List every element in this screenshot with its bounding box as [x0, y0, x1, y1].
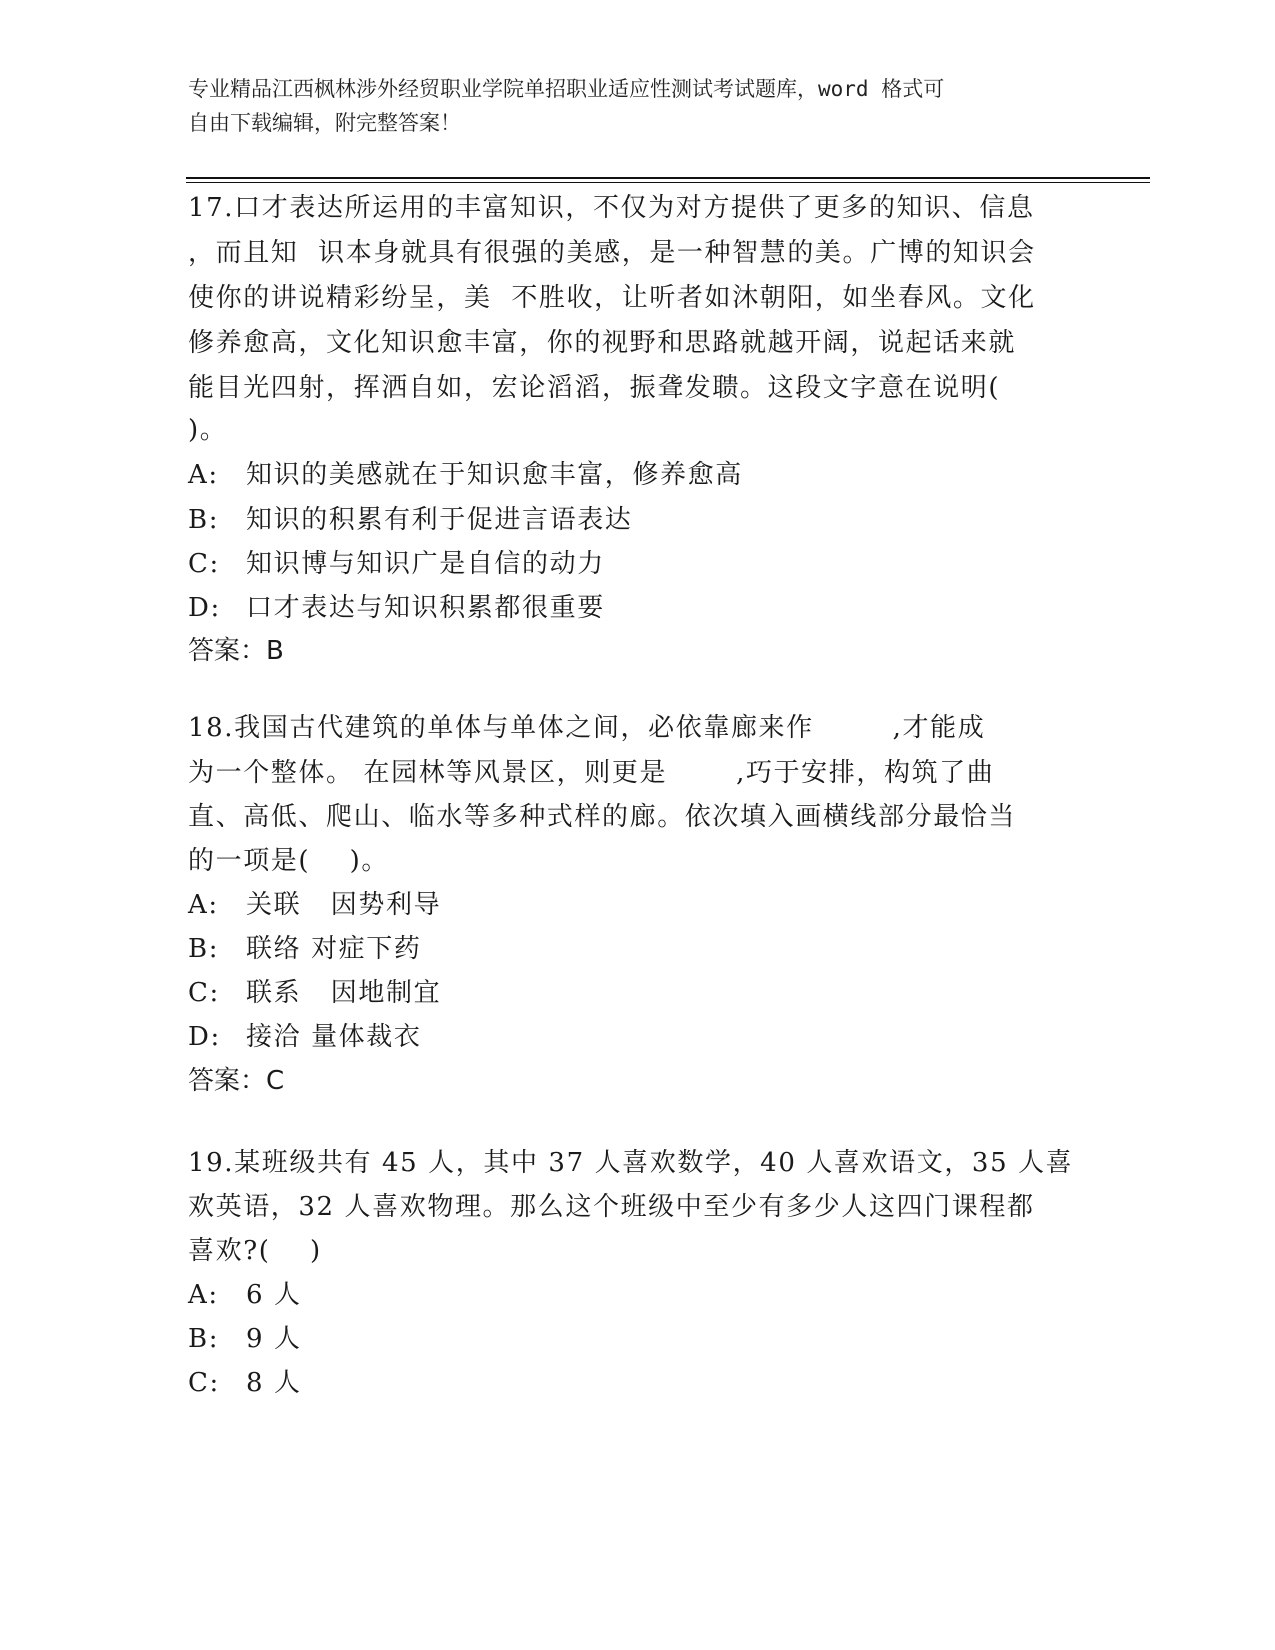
option-a — [188, 453, 743, 498]
question-text-line: 使你的讲说精彩纷呈，美 不胜收，让听者如沐朝阳，如坐春风。文化 — [188, 283, 1036, 313]
option-b — [188, 927, 421, 972]
option-d — [188, 1015, 421, 1060]
option-label: A: — [188, 460, 219, 490]
page-header — [188, 72, 1068, 140]
option-label: B: — [188, 1324, 220, 1354]
question-text-line: 17.口才表达所运用的丰富知识，不仅为对方提供了更多的知识、信息 — [188, 193, 1035, 223]
option-label: C: — [188, 549, 220, 579]
option-text: 8 人 — [246, 1368, 302, 1398]
option-a — [188, 883, 441, 928]
header-divider — [186, 182, 1150, 183]
question-text-line: 为一个整体。 在园林等风景区，则更是 ,巧于安排，构筑了曲 — [188, 758, 995, 788]
question-text-line: 18.我国古代建筑的单体与单体之间，必依靠廊来作 ,才能成 — [188, 713, 986, 743]
header-divider — [186, 177, 1150, 179]
option-text: 9 人 — [246, 1324, 302, 1354]
option-text: 联系 因地制宜 — [246, 978, 442, 1008]
question-text-line: 修养愈高，文化知识愈丰富，你的视野和思路就越开阔，说起话来就 — [188, 328, 1017, 358]
header-line: 专业精品江西枫林涉外经贸职业学院单招职业适应性测试考试题库，word 格式可 — [188, 77, 945, 101]
option-label: A: — [188, 890, 219, 920]
option-d — [188, 586, 605, 631]
option-label: D: — [188, 593, 221, 623]
option-text: 知识的美感就在于知识愈丰富，修养愈高 — [246, 460, 743, 490]
answer-label: 答案：B — [188, 636, 284, 666]
question-text-line: 的一项是( )。 — [188, 846, 389, 876]
option-c — [188, 971, 441, 1016]
question-text-line: )。 — [188, 415, 228, 445]
header-line: 自由下载编辑，附完整答案！ — [188, 111, 461, 135]
question-text-line: 19.某班级共有 45 人，其中 37 人喜欢数学，40 人喜欢语文，35 人喜 — [188, 1148, 1074, 1178]
option-text: 知识的积累有利于促进言语表达 — [246, 505, 633, 535]
option-b — [188, 1317, 302, 1362]
option-label: A: — [188, 1280, 219, 1310]
option-text: 接洽 量体裁衣 — [246, 1022, 422, 1052]
option-text: 关联 因势利导 — [246, 890, 442, 920]
question-text-line: ，而且知 识本身就具有很强的美感，是一种智慧的美。广博的知识会 — [188, 238, 1036, 268]
option-label: C: — [188, 978, 220, 1008]
answer-label: 答案：C — [188, 1066, 285, 1096]
question-text-line: 喜欢?( ) — [188, 1236, 322, 1266]
option-text: 联络 对症下药 — [246, 934, 422, 964]
question-text-line: 直、高低、爬山、临水等多种式样的廊。依次填入画横线部分最恰当 — [188, 802, 1017, 832]
option-label: D: — [188, 1022, 221, 1052]
option-c — [188, 1361, 302, 1406]
option-b — [188, 498, 632, 543]
question-text-line: 能目光四射，挥洒自如，宏论滔滔，振聋发聩。这段文字意在说明( — [188, 373, 1001, 403]
option-label: B: — [188, 505, 220, 535]
question-text-line: 欢英语，32 人喜欢物理。那么这个班级中至少有多少人这四门课程都 — [188, 1192, 1035, 1222]
option-label: B: — [188, 934, 220, 964]
option-a — [188, 1273, 302, 1318]
option-text: 口才表达与知识积累都很重要 — [246, 593, 605, 623]
option-c — [188, 542, 605, 587]
option-label: C: — [188, 1368, 220, 1398]
option-text: 知识博与知识广是自信的动力 — [246, 549, 605, 579]
option-text: 6 人 — [246, 1280, 302, 1310]
